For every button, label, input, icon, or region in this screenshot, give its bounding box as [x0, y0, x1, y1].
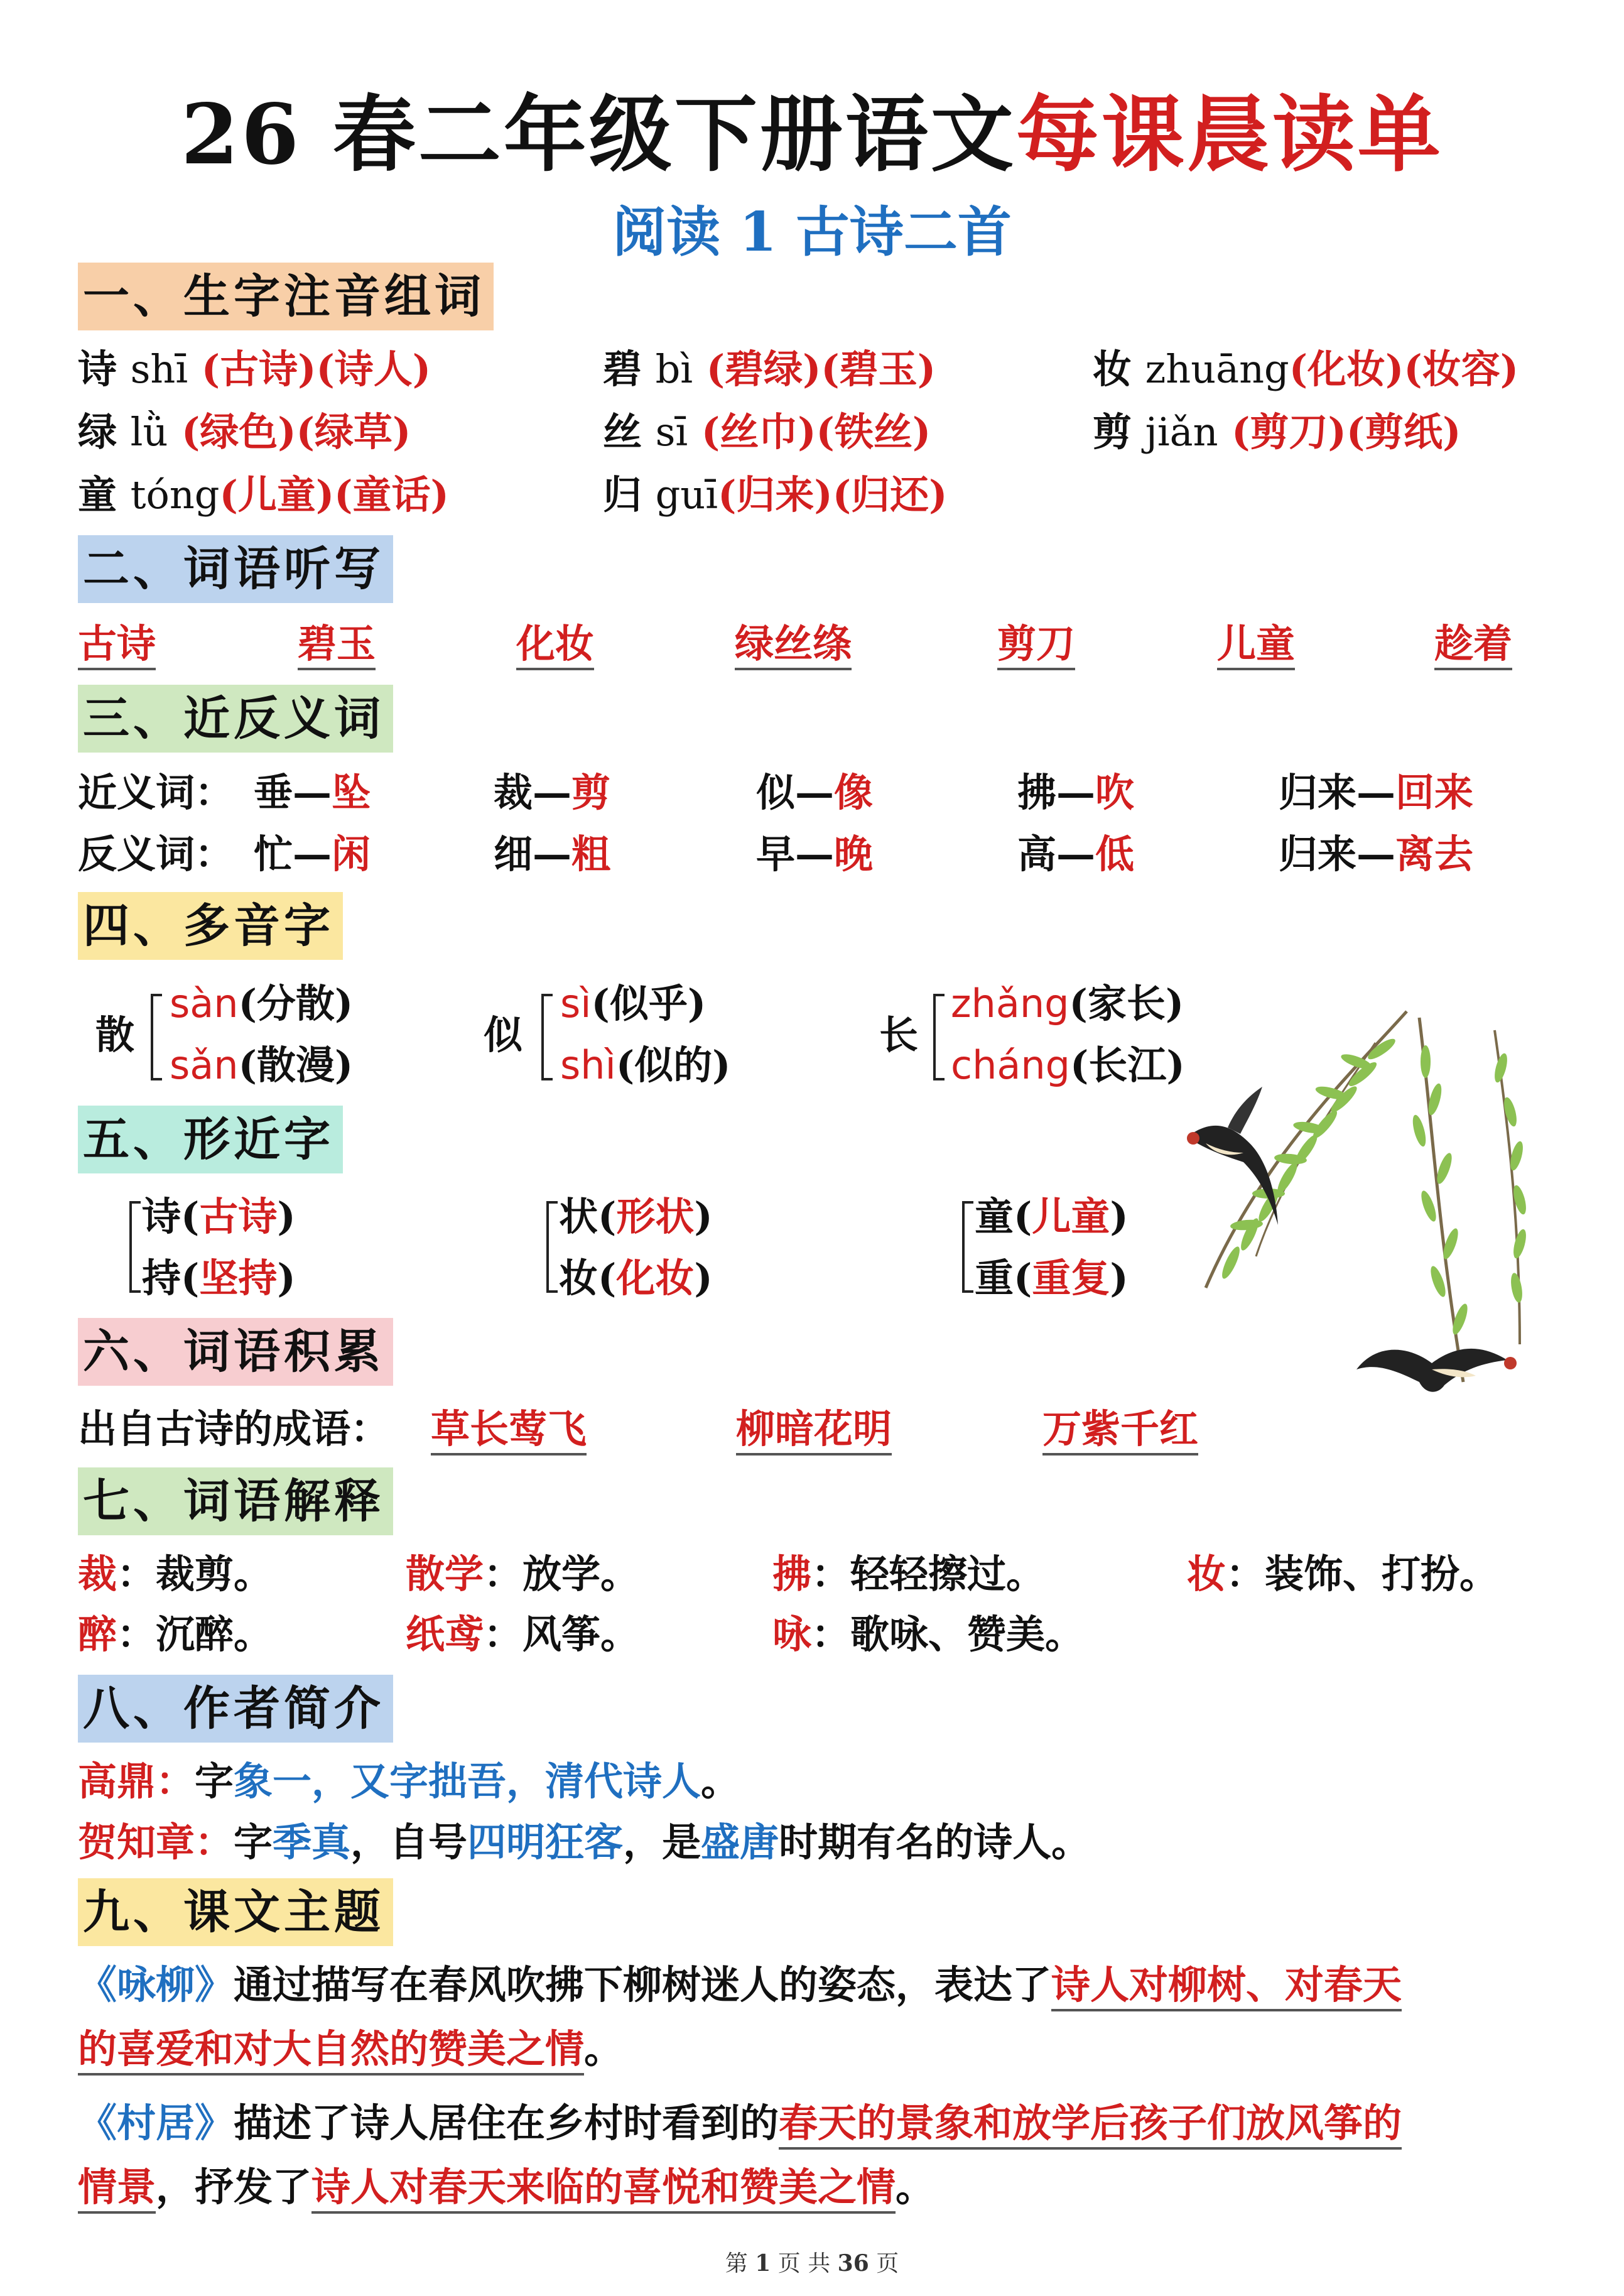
definition: 妆：装饰、打扮。	[1187, 1551, 1499, 1597]
synonym-pair: 裁—剪	[494, 770, 611, 815]
idiom: 草长莺飞	[431, 1404, 587, 1454]
s1-item: 剪 jiǎn (剪刀)(剪纸)	[1093, 409, 1461, 455]
section-header-7: 七、词语解释	[78, 1467, 393, 1535]
idiom: 万紫千红	[1042, 1404, 1198, 1454]
definition: 醉：沉醉。	[78, 1611, 273, 1657]
s1-item: 绿 lǜ (绿色)(绿草)	[78, 409, 411, 455]
idiom: 柳暗花明	[736, 1404, 892, 1454]
section-header-8: 八、作者简介	[78, 1675, 393, 1743]
s1-item: 童 tóng(儿童)(童话)	[78, 472, 449, 518]
antonym-pair: 细—粗	[494, 831, 611, 877]
antonym-pair: 归来—离去	[1279, 831, 1474, 877]
antonym-pair: 高—低	[1017, 831, 1135, 877]
synonym-pair: 似—像	[756, 770, 874, 815]
brace	[541, 994, 553, 1080]
section-header-4: 四、多音字	[78, 892, 343, 960]
definition: 散学：放学。	[406, 1551, 640, 1597]
synonym-label: 近义词：	[78, 770, 234, 815]
dictation-word: 儿童	[1217, 619, 1295, 669]
theme-paragraph: 《村居》描述了诗人居住在乡村时看到的春天的景象和放学后孩子们放风筝的	[78, 2098, 1402, 2148]
section-header-9: 九、课文主题	[78, 1878, 393, 1946]
theme-paragraph: 《咏柳》通过描写在春风吹拂下柳树迷人的姿态，表达了诗人对柳树、对春天	[78, 1960, 1402, 2010]
dictation-word: 趁着	[1434, 619, 1512, 669]
similar-char: 状(形状)	[559, 1194, 713, 1239]
polyphone-reading: sì(似乎)	[560, 981, 706, 1026]
idiom-label: 出自古诗的成语：	[78, 1406, 390, 1452]
theme-paragraph-cont: 情景，抒发了诗人对春天来临的喜悦和赞美之情。	[78, 2162, 934, 2212]
s1-item: 丝 sī (丝巾)(铁丝)	[603, 409, 931, 455]
polyphone-char: 散	[95, 1012, 135, 1058]
page-number: 第 1 页 共 36 页	[725, 2250, 899, 2277]
dictation-word: 古诗	[78, 619, 156, 669]
synonym-pair: 垂—坠	[254, 770, 371, 815]
dictation-word: 绿丝绦	[735, 619, 852, 669]
willow-swallow-illustration	[1168, 993, 1570, 1445]
brace	[546, 1201, 558, 1293]
author-intro: 高鼎：字象一，又字拙吾，清代诗人。	[78, 1758, 740, 1804]
similar-char: 妆(化妆)	[559, 1255, 713, 1301]
s1-item: 归 guī(归来)(归还)	[603, 472, 948, 518]
s1-item: 碧 bì (碧绿)(碧玉)	[603, 346, 936, 392]
definition: 咏：歌咏、赞美。	[772, 1611, 1085, 1657]
lesson-subtitle: 阅读 1 古诗二首	[612, 200, 1012, 264]
similar-char: 童(儿童)	[975, 1194, 1129, 1239]
definition: 纸鸢：风筝。	[406, 1611, 640, 1657]
section-header-2: 二、词语听写	[78, 535, 393, 603]
antonym-pair: 忙—闲	[254, 831, 371, 877]
dictation-word: 化妆	[516, 619, 594, 669]
brace	[129, 1201, 141, 1293]
antonym-label: 反义词：	[78, 831, 234, 877]
polyphone-reading: cháng(长江)	[951, 1042, 1185, 1088]
section-header-6: 六、词语积累	[78, 1318, 393, 1386]
similar-char: 诗(古诗)	[142, 1194, 296, 1239]
theme-paragraph-cont: 的喜爱和对大自然的赞美之情。	[78, 2024, 623, 2074]
definition: 裁：裁剪。	[78, 1551, 273, 1597]
author-intro: 贺知章：字季真，自号四明狂客，是盛唐时期有名的诗人。	[78, 1819, 1091, 1865]
polyphone-reading: sǎn(散漫)	[170, 1042, 354, 1088]
similar-char: 持(坚持)	[142, 1255, 296, 1301]
definition: 拂：轻轻擦过。	[772, 1551, 1046, 1597]
brace	[151, 994, 162, 1080]
antonym-pair: 早—晚	[756, 831, 874, 877]
dictation-word: 碧玉	[298, 619, 376, 669]
brace	[933, 994, 945, 1080]
dictation-word: 剪刀	[997, 619, 1075, 669]
polyphone-reading: zhǎng(家长)	[951, 981, 1184, 1026]
section-header-5: 五、形近字	[78, 1106, 343, 1173]
s1-item: 妆 zhuāng(化妆)(妆容)	[1093, 346, 1519, 392]
polyphone-char: 似	[484, 1012, 523, 1058]
synonym-pair: 归来—回来	[1279, 770, 1474, 815]
similar-char: 重(重复)	[975, 1255, 1129, 1301]
polyphone-reading: sàn(分散)	[170, 981, 354, 1026]
page-title: 26 春二年级下册语文每课晨读单	[181, 86, 1443, 183]
synonym-pair: 拂—吹	[1017, 770, 1135, 815]
polyphone-char: 长	[879, 1012, 919, 1058]
section-header-1: 一、生字注音组词	[78, 263, 494, 330]
brace	[962, 1201, 973, 1293]
swallow-icon	[1356, 1349, 1517, 1392]
section-header-3: 三、近反义词	[78, 685, 393, 753]
s1-item: 诗 shī (古诗)(诗人)	[78, 346, 431, 392]
polyphone-reading: shì(似的)	[560, 1042, 731, 1088]
